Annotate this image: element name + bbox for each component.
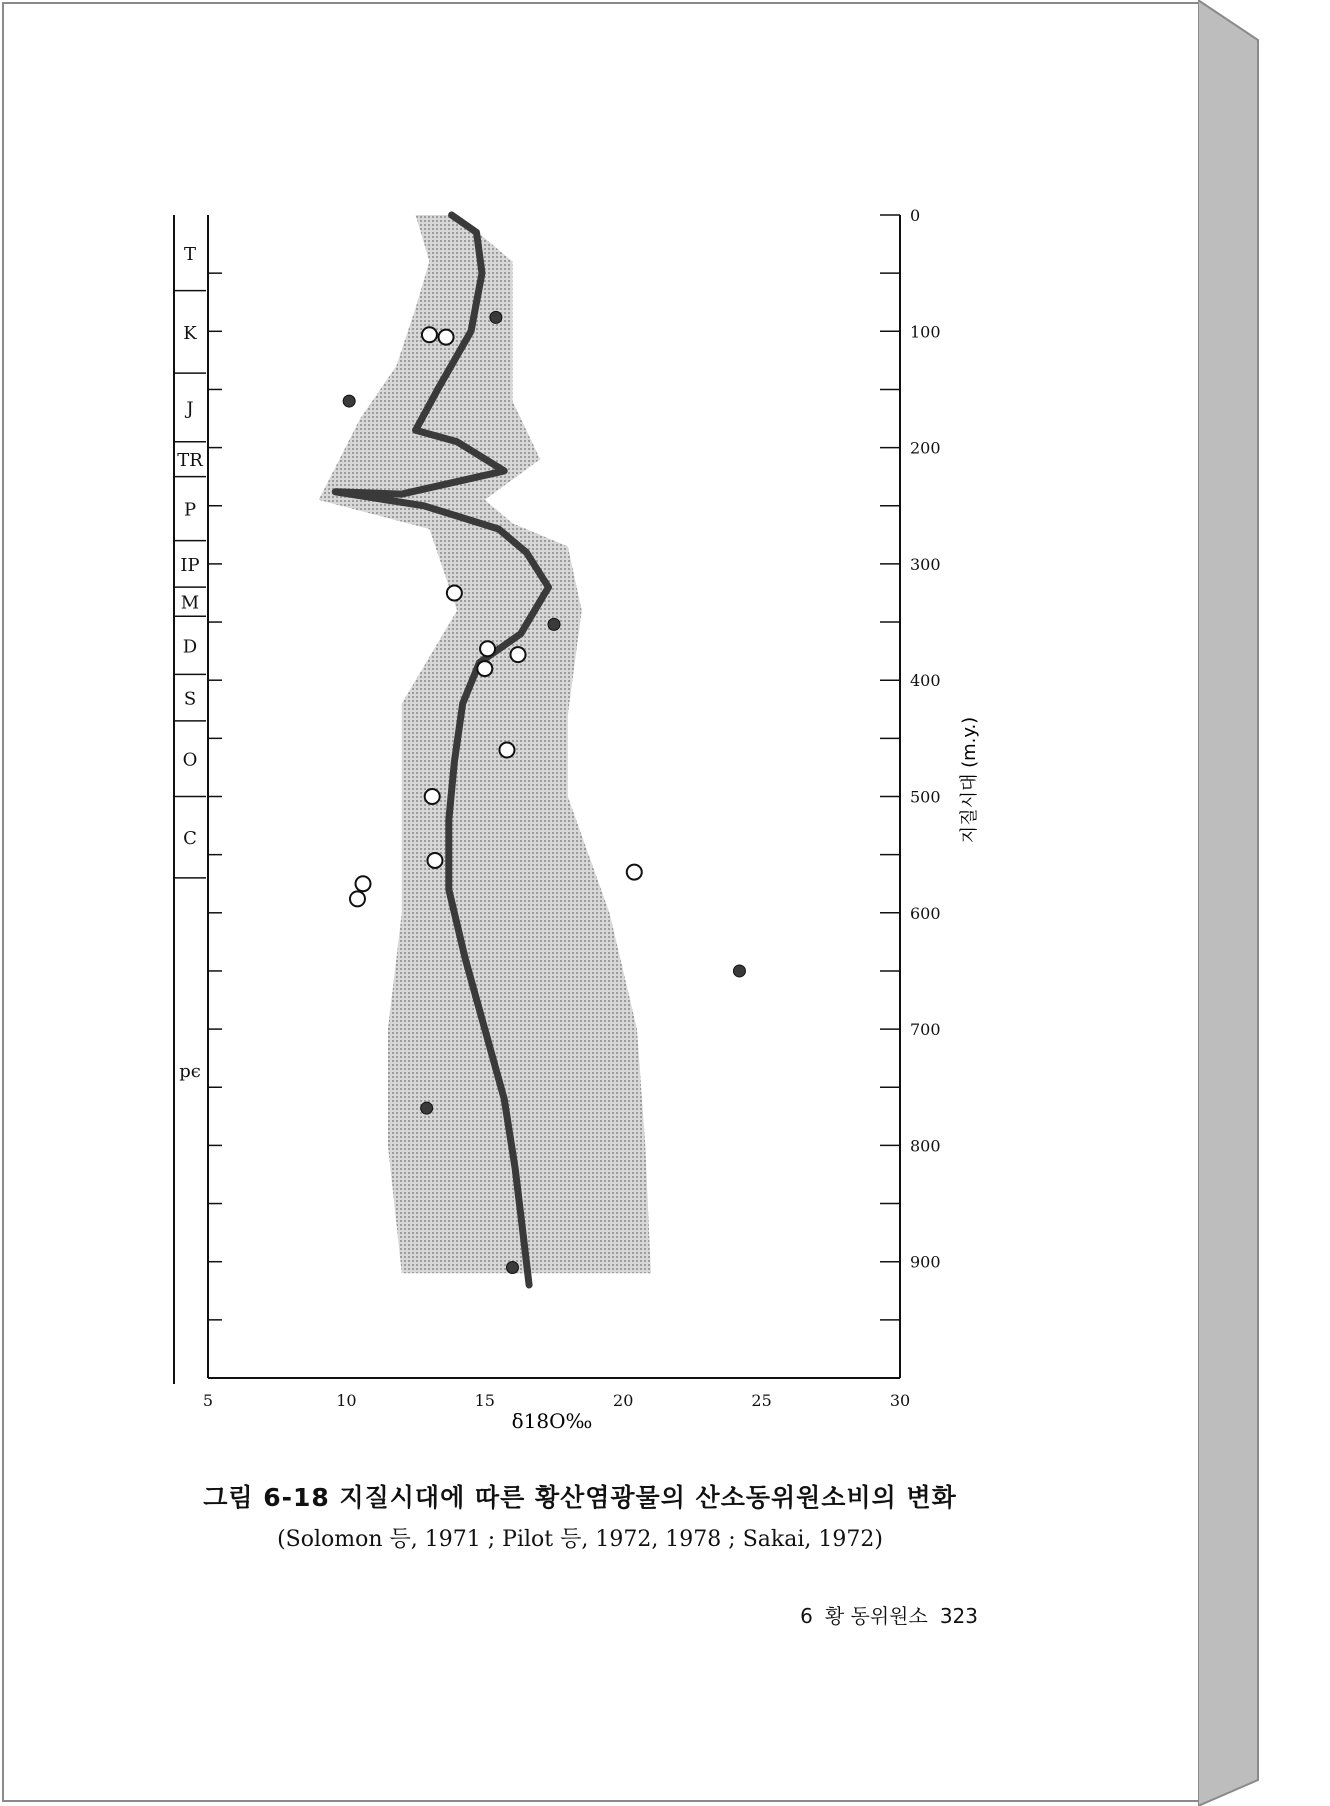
y-tick-label: 500	[910, 787, 941, 807]
data-point-open	[480, 641, 495, 656]
data-point-open	[425, 789, 440, 804]
period-label: M	[180, 592, 200, 614]
period-label: C	[183, 828, 197, 850]
data-point-filled	[421, 1102, 433, 1114]
y-axis-label: 지질시대 (m.y.)	[959, 716, 980, 844]
period-label: P	[183, 499, 197, 521]
y-tick-label: 800	[910, 1136, 941, 1156]
y-tick-label: 200	[910, 438, 941, 458]
x-tick-label: 15	[474, 1391, 495, 1410]
x-tick-label: 30	[889, 1391, 911, 1410]
x-tick-label: 25	[751, 1391, 772, 1410]
period-label: IP	[180, 554, 200, 576]
x-tick-label: 20	[613, 1391, 634, 1410]
data-point-open	[511, 647, 526, 662]
data-point-open	[422, 327, 437, 342]
period-label: pє	[179, 1060, 201, 1082]
y-tick-label: 400	[910, 671, 941, 691]
data-point-open	[447, 585, 462, 600]
x-tick-label: 10	[336, 1391, 357, 1410]
y-tick-label: 900	[910, 1252, 941, 1272]
page-footer	[788, 1600, 978, 1629]
footer-section: 6	[800, 1604, 813, 1628]
data-point-open	[356, 876, 371, 891]
x-tick-label: 5	[202, 1391, 214, 1410]
data-point-filled	[548, 618, 560, 630]
period-label: T	[183, 243, 197, 265]
period-label: D	[182, 636, 198, 658]
period-label: S	[183, 688, 197, 710]
period-label: TR	[177, 450, 203, 472]
y-tick-label: 0	[910, 206, 921, 225]
data-point-open	[627, 865, 642, 880]
data-point-filled	[343, 395, 355, 407]
data-point-filled	[506, 1262, 518, 1274]
data-point-open	[439, 330, 454, 345]
data-point-filled	[733, 965, 745, 977]
period-label: O	[182, 749, 198, 771]
figure-caption-sources: (Solomon 등, 1971 ; Pilot 등, 1972, 1978 ; Sakai, 1972)	[277, 1527, 883, 1552]
y-tick-label: 700	[910, 1020, 941, 1040]
data-point-open	[477, 661, 492, 676]
data-point-open	[350, 891, 365, 906]
figure-caption-title: 그림 6-18 지질시대에 따른 황산염광물의 산소동위원소비의 변화	[203, 1483, 957, 1512]
data-point-filled	[490, 311, 502, 323]
envelope-band	[319, 215, 651, 1273]
page-number: 323	[939, 1604, 978, 1628]
x-axis-label: δ18O‰	[511, 1409, 593, 1433]
y-tick-label: 100	[910, 322, 941, 342]
period-label: J	[186, 398, 194, 420]
data-point-open	[499, 742, 514, 757]
data-point-open	[427, 853, 442, 868]
period-label: K	[183, 322, 197, 344]
y-tick-label: 600	[910, 903, 941, 923]
footer-title: 황 동위원소	[824, 1604, 928, 1628]
y-tick-label: 300	[910, 554, 941, 574]
